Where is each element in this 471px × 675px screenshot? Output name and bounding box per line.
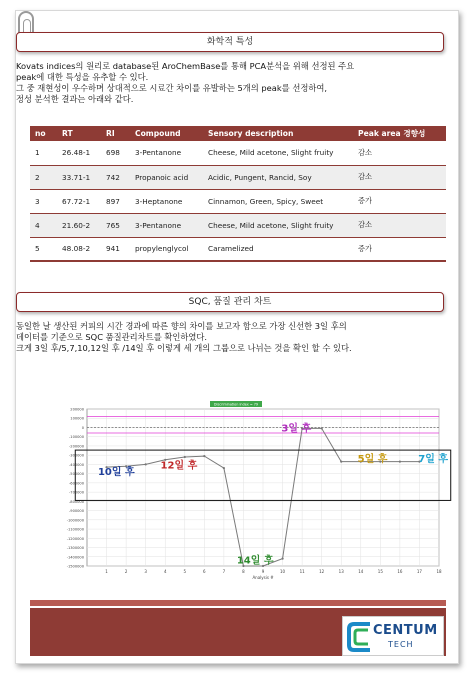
cell-trend: 감소	[353, 165, 446, 189]
logo-subtext: TECH	[388, 640, 414, 649]
col-ri: RI	[101, 126, 130, 141]
table-header-row	[30, 126, 446, 141]
text-line: Kovats indices의 원리로 database된 AroChemBase를 통해 PCA분석을 위해 선정된 주요	[16, 61, 355, 71]
cell-no: 4	[30, 213, 57, 237]
x-tick-label: 12	[319, 569, 325, 574]
y-tick-label: -500000	[68, 472, 84, 477]
x-tick-label: 15	[377, 569, 383, 574]
table-row	[30, 141, 446, 165]
cell-rt: 26.48-1	[57, 141, 101, 165]
x-axis-label: Analysis #	[252, 575, 274, 580]
sqc-chart	[30, 400, 449, 590]
cell-sensory: Caramelized	[203, 237, 353, 261]
text-line: 데이터를 기준으로 SQC 품질관리차트를 확인하였다.	[16, 332, 208, 342]
text-line: 그 중 재현성이 우수하며 상대적으로 시료간 차이를 유발하는 5개의 peak를 선정하여,	[16, 83, 328, 93]
cell-compound: Propanoic acid	[130, 165, 203, 189]
sqc-description	[16, 321, 446, 354]
group-annotation-label: 3일 후	[281, 423, 312, 435]
data-point	[203, 455, 205, 457]
data-point	[399, 461, 401, 463]
cell-sensory: Cheese, Mild acetone, Slight fruity	[203, 141, 353, 165]
y-tick-label: -1300000	[66, 546, 84, 551]
cell-compound: propylenglycol	[130, 237, 203, 261]
group-annotation-label: 10일 후	[97, 466, 135, 478]
compound-table	[30, 126, 446, 262]
cell-compound: 3-Heptanone	[130, 189, 203, 213]
y-tick-label: -800000	[68, 499, 84, 504]
x-tick-label: 2	[124, 569, 128, 574]
centum-logo	[342, 616, 444, 656]
logo-mark-icon	[346, 620, 374, 654]
cell-rt: 21.60-2	[57, 213, 101, 237]
text-line: 크게 3일 후/5,7,10,12일 후 /14일 후 이렇게 세 개의 그룹으로 나뉘는 것을 확인 할 수 있다.	[16, 343, 352, 353]
col-rt: RT	[57, 126, 101, 141]
x-tick-label: 3	[144, 569, 147, 574]
y-tick-label: 0	[81, 425, 84, 430]
y-tick-label: -1400000	[66, 555, 84, 560]
col-compound: Compound	[130, 126, 203, 141]
sqc-chart-svg	[30, 400, 449, 590]
cell-ri: 941	[101, 237, 130, 261]
section-header-sqc	[16, 292, 444, 312]
col-no: no	[30, 126, 57, 141]
y-tick-label: -100000	[68, 435, 84, 440]
section-header-chemical	[16, 32, 444, 52]
cell-no: 5	[30, 237, 57, 261]
x-tick-label: 5	[183, 569, 187, 574]
cell-no: 1	[30, 141, 57, 165]
x-tick-label: 7	[222, 569, 226, 574]
data-point	[145, 463, 147, 465]
cell-trend: 감소	[353, 213, 446, 237]
y-tick-label: -400000	[68, 462, 84, 467]
cell-trend: 증가	[353, 237, 446, 261]
group-annotation-label: 7일 후	[418, 453, 449, 465]
y-tick-label: 100000	[70, 416, 84, 421]
y-tick-label: -900000	[68, 509, 84, 514]
cell-rt: 33.71-1	[57, 165, 101, 189]
text-line: peak에 대한 특성을 유추할 수 있다.	[16, 72, 149, 82]
cell-rt: 67.72-1	[57, 189, 101, 213]
cell-no: 3	[30, 189, 57, 213]
cell-rt: 48.08-2	[57, 237, 101, 261]
cell-compound: 3-Pentanone	[130, 213, 203, 237]
y-tick-label: -700000	[68, 490, 84, 495]
cell-trend: 감소	[353, 141, 446, 165]
group-annotation-label: 12일 후	[160, 460, 198, 472]
y-tick-label: -300000	[68, 453, 84, 458]
data-point	[184, 456, 186, 458]
x-tick-label: 8	[242, 569, 245, 574]
cell-ri: 897	[101, 189, 130, 213]
data-point	[281, 558, 283, 560]
y-tick-label: 200000	[70, 407, 84, 412]
text-line: 정성 분석한 결과는 아래와 같다.	[16, 94, 134, 104]
cell-ri: 698	[101, 141, 130, 165]
y-tick-label: -1500000	[66, 564, 84, 569]
chemical-description	[16, 61, 446, 105]
cell-no: 2	[30, 165, 57, 189]
x-tick-label: 6	[203, 569, 206, 574]
y-tick-label: -200000	[68, 444, 84, 449]
table-row	[30, 165, 446, 189]
logo-text: CENTUM	[373, 623, 438, 638]
cell-sensory: Cheese, Mild acetone, Slight fruity	[203, 213, 353, 237]
group-annotation-label: 5일 후	[357, 453, 388, 465]
table-row	[30, 237, 446, 261]
x-tick-label: 10	[280, 569, 286, 574]
text-line: 동일한 날 생산된 커피의 시간 경과에 따른 향의 차이를 보고자 함으로 가장 신선한 3일 후의	[16, 321, 347, 331]
y-tick-label: -1000000	[66, 518, 84, 523]
y-tick-label: -1100000	[66, 527, 84, 532]
section-title: SQC, 품질 관리 차트	[188, 297, 272, 307]
x-tick-label: 4	[163, 569, 167, 574]
cell-trend: 증가	[353, 189, 446, 213]
cell-ri: 742	[101, 165, 130, 189]
table-row	[30, 213, 446, 237]
cell-ri: 765	[101, 213, 130, 237]
col-peak-area: Peak area 경향성	[353, 126, 446, 141]
data-point	[340, 461, 342, 463]
x-tick-label: 14	[358, 569, 364, 574]
y-tick-label: -1200000	[66, 536, 84, 541]
col-sensory: Sensory description	[203, 126, 353, 141]
cell-sensory: Cinnamon, Green, Spicy, Sweet	[203, 189, 353, 213]
x-tick-label: 16	[397, 569, 403, 574]
cell-sensory: Acidic, Pungent, Rancid, Soy	[203, 165, 353, 189]
x-tick-label: 1	[105, 569, 108, 574]
x-tick-label: 13	[338, 569, 344, 574]
group-annotation-label: 14일 후	[236, 555, 274, 567]
x-tick-label: 17	[416, 569, 422, 574]
data-point	[223, 467, 225, 469]
table-row	[30, 189, 446, 213]
x-tick-label: 18	[436, 569, 442, 574]
cell-compound: 3-Pentanone	[130, 141, 203, 165]
section-title: 화학적 특성	[206, 37, 254, 47]
y-tick-label: -600000	[68, 481, 84, 486]
x-tick-label: 9	[261, 569, 265, 574]
data-point	[321, 427, 323, 429]
legend-label: Discrimination index = 79	[213, 402, 259, 407]
x-tick-label: 11	[299, 569, 305, 574]
footer-stripe	[30, 600, 446, 606]
